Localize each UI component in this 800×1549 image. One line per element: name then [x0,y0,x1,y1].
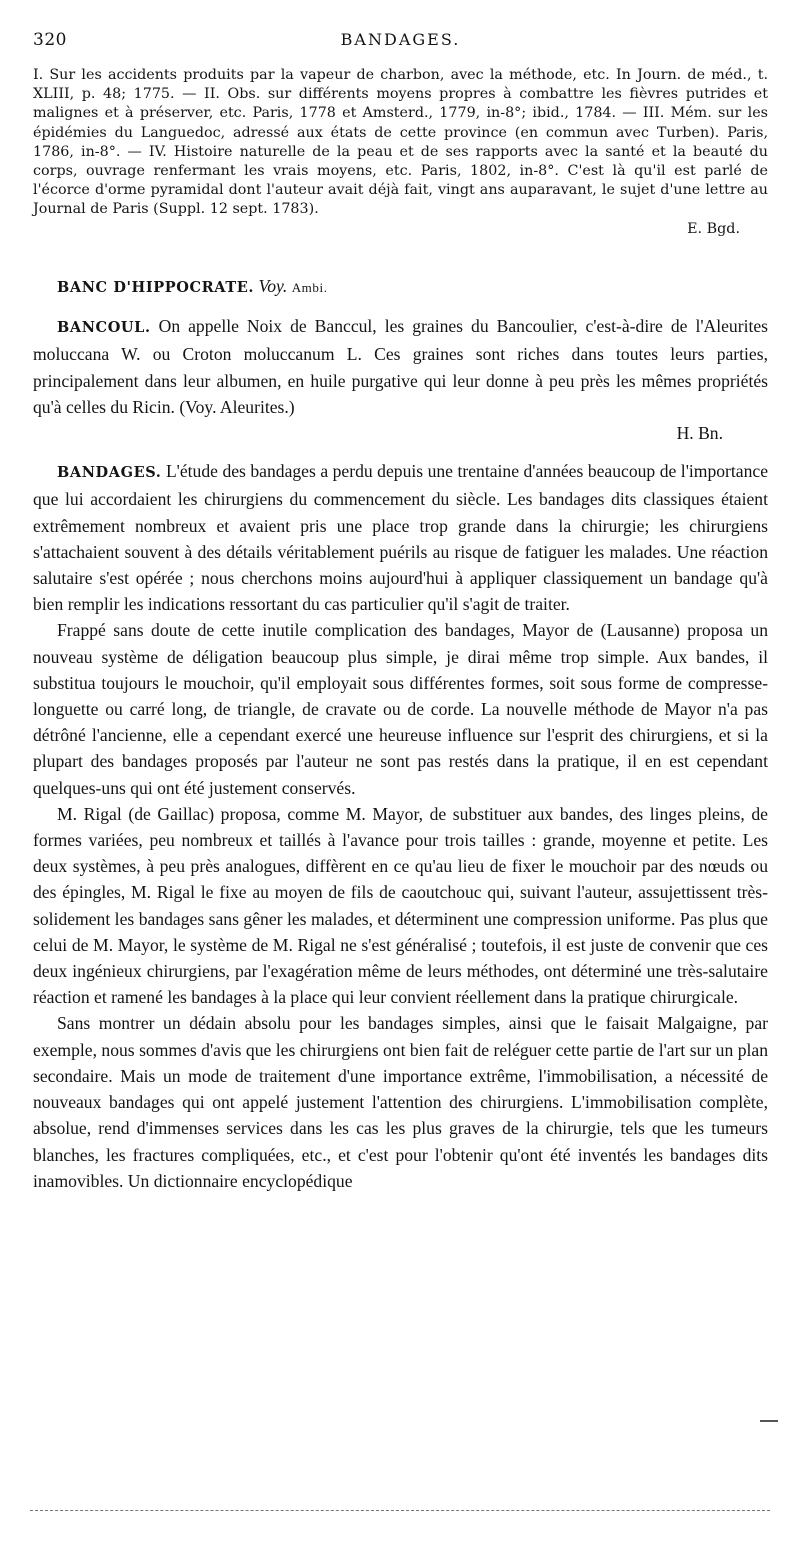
main-text [33,273,768,1194]
bibliography-text: I. Sur les accidents produits par la vapeur de charbon, avec la méthode, etc. In Journ. de méd., t. XLIII, p. 48; 1775. — II. Obs. sur différents moyens propres à combattre les fièvres putrides et malignes et à préserver, etc. Paris, 1778 et Amsterd., 1779, in-8°; ibid., 1784. — III. Mém. sur les épidémies du Languedoc, adressé aux états de cette province (en commun avec Turben). Paris, 1786, in-8°. — IV. Histoire naturelle de la peau et de ses rapports avec la santé et la beauté du corps, ouvrage renfermant les vrais moyens, etc. Paris, 1802, in-8°. C'est là qu'il est parlé de l'écorce d'orme pyramidal dont l'auteur avait déjà fait, vingt ans auparavant, le sujet d'une lettre au Journal de Paris (Suppl. 12 sept. 1783). [33,67,768,218]
bibliography-notes [33,66,768,239]
cross-reference: Ambi. [291,280,328,295]
entry-term: BANCOUL. [57,319,151,337]
entry-signature: H. Bn. [676,423,723,444]
paragraph: M. Rigal (de Gaillac) proposa, comme M. Mayor, de substituer aux bandes, des linges pleins, de formes variées, peu nombreux et taillés à l'avance pour trois tailles : grande, moyenne et petite. Les deux systèmes, à peu près analogues, diffèrent en ce qu'au lieu de fixer le mouchoir par des nœuds ou des épingles, M. Rigal le fixe au moyen de fils de caoutchouc qui, suivant l'auteur, assujettissent très-solidement les bandages sans gêner les malades, et déterminent une compression uniforme. Pas plus que celui de M. Mayor, le système de M. Rigal ne s'est généralisé ; toutefois, il est juste de convenir que ces deux ingénieux chirurgiens, par l'exagération même de leurs méthodes, ont déterminé une très-salutaire réaction et ramené les bandages à la place qui leur convient réellement dans la pratique chirurgicale. [33,803,768,1008]
entry-text: On appelle Noix de Banccul, les graines du Bancoulier, c'est-à-dire de l'Aleurites moluccana W. ou Croton moluccanum L. Ces graines sont riches dans toutes leurs parties, principalement dans leur albumen, en huile purgative qui leur donne à peu près les mêmes propriétés qu'à celles du Ricin. (Voy. Aleurites.) [33,316,768,417]
scan-mark [760,1420,778,1422]
entry-term: BANDAGES. [57,464,162,482]
bottom-rule [30,1510,770,1511]
paragraph: L'étude des bandages a perdu depuis une trentaine d'années beaucoup de l'importance que lui accordaient les chirurgiens du commencement du siècle. Les bandages dits classiques étaient extrêmement nombreux et avaient pris une place trop grande dans la chirurgie; les chirurgiens s'attachaient souvent à des détails véritablement puérils au risque de fatiguer les malades. Une réaction salutaire s'est opérée ; nous cherchons moins aujourd'hui à appliquer classiquement un bandage qu'à bien remplir les indications ressortant du cas particulier qu'il s'agit de traiter. [33,461,769,615]
paragraph: Frappé sans doute de cette inutile complication des bandages, Mayor de (Lausanne) proposa un nouveau système de déligation beaucoup plus simple, je dirai même trop simple. Aux bandes, il substitua toujours le mouchoir, qu'il employait sous différentes formes, soit sous forme de compresse-longuette ou carré long, de triangle, de cravate ou de corde. La nouvelle méthode de Mayor n'a pas détrôné l'ancienne, elle a cependant exercé une heureuse influence sur l'esprit des chirurgiens, et si la plupart des bandages proposés par l'auteur ne sont pas restés dans la pratique, il en est cependant quelques-uns qui ont été justement conservés. [33,620,768,798]
bibliography-signature: E. Bgd. [687,220,740,237]
entry-bancoul [33,313,768,420]
entry-banc-hippocrate [33,273,768,301]
entry-bandages [33,458,768,617]
page-number: 320 [33,30,67,50]
paragraph: Sans montrer un dédain absolu pour les bandages simples, ainsi que le faisait Malgaigne, par exemple, nous sommes d'avis que les chirurgiens ont bien fait de reléguer cette partie de l'art sur un plan secondaire. Mais un mode de traitement d'une importance extrême, l'immobilisation, a nécessité de nouveaux bandages qui ont appelé justement l'attention des chirurgiens. L'immobilisation complète, absolue, rend d'immenses services dans les cas les plus graves de la chirurgie, tels que les tumeurs blanches, les fractures compliquées, etc., et c'est pour l'obtenir qu'ont été inventés les bandages dits inamovibles. Un dictionnaire encyclopédique [33,1013,768,1191]
page-header [33,30,768,56]
running-title: BANDAGES. [340,30,461,49]
entry-term: BANC D'HIPPOCRATE. [57,279,255,296]
voy-label: Voy. [258,276,288,296]
